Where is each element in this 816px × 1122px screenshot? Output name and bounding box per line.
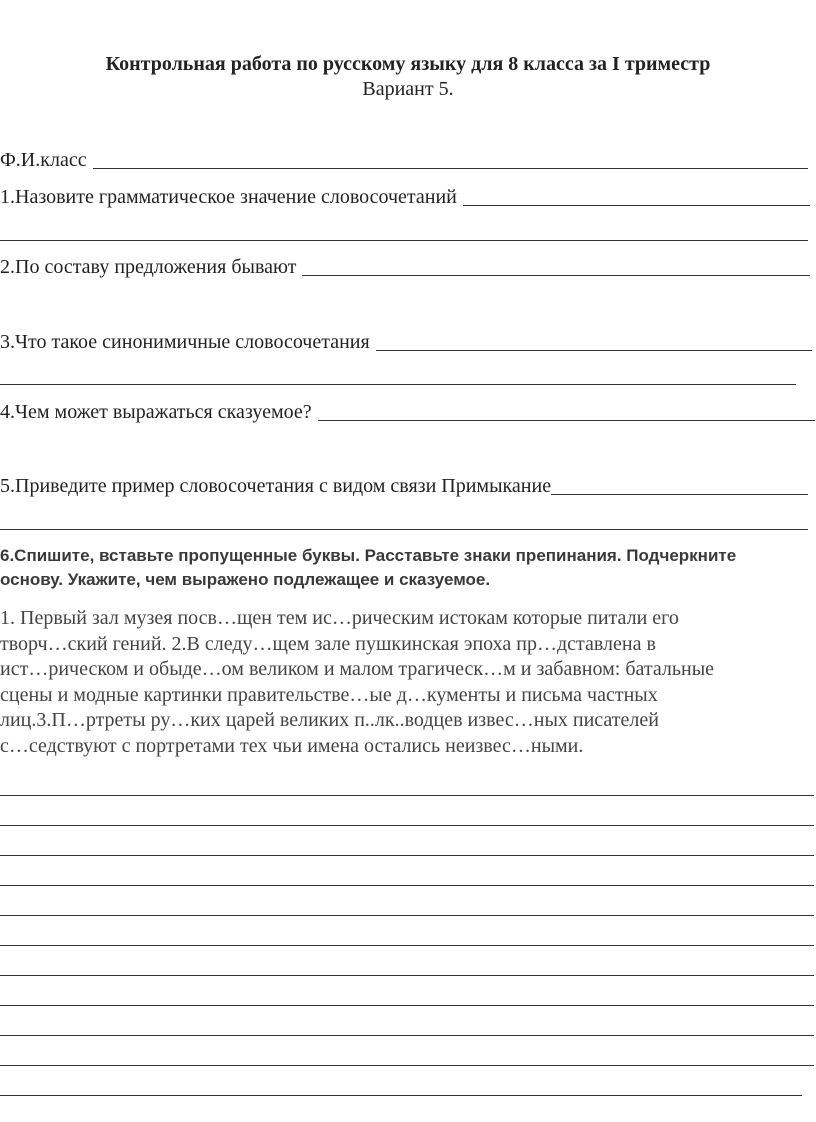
question-4[interactable]	[0, 400, 815, 424]
question-2[interactable]	[0, 255, 810, 279]
question-4-label: 4.Чем может выражаться сказуемое?	[0, 401, 312, 423]
exercise-text	[0, 606, 780, 759]
name-class-field[interactable]	[0, 148, 808, 172]
question-1[interactable]	[0, 185, 810, 209]
question-1-label: 1.Назовите грамматическое значение словосочетаний	[0, 186, 457, 208]
task-6-instruction-line: 6.Спишите, вставьте пропущенные буквы. Расставьте знаки препинания. Подчеркните	[0, 546, 737, 565]
writing-line[interactable]	[0, 1095, 802, 1096]
variant-label: Вариант 5.	[362, 78, 454, 100]
answer-line[interactable]	[0, 240, 808, 241]
exercise-line: ист…рическом и обыде…ом великом и малом трагическ…м и забавном: батальные	[0, 658, 715, 680]
answer-line[interactable]	[0, 384, 796, 385]
question-2-label: 2.По составу предложения бывают	[0, 256, 297, 278]
answer-line[interactable]	[0, 529, 808, 530]
writing-line[interactable]	[0, 1035, 814, 1036]
answer-blank[interactable]	[302, 274, 810, 276]
answer-blank[interactable]	[318, 419, 815, 421]
exercise-line: творч…ский гений. 2.В следу…щем зале пушкинская эпоха пр…дставлена в	[0, 632, 656, 655]
writing-line[interactable]	[0, 885, 814, 886]
exercise-line: 1. Первый зал музея посв…щен тем ис…рическим истокам которые питали его	[0, 607, 679, 629]
writing-line[interactable]	[0, 1005, 814, 1006]
answer-blank[interactable]	[463, 204, 810, 206]
answer-blank[interactable]	[376, 349, 812, 351]
exercise-line: лиц.3.П…ртреты ру…ких царей великих п..лк..водцев извес…ных писателей	[0, 709, 659, 731]
writing-line[interactable]	[0, 1065, 814, 1066]
exercise-line: с…седствуют с портретами тех чьи имена остались неизвес…ными.	[0, 734, 584, 757]
writing-line[interactable]	[0, 915, 814, 916]
writing-line[interactable]	[0, 975, 814, 976]
name-class-label: Ф.И.класс	[0, 149, 87, 171]
answer-blank[interactable]	[93, 167, 808, 169]
writing-line[interactable]	[0, 825, 814, 826]
question-3[interactable]	[0, 330, 812, 354]
writing-line[interactable]	[0, 795, 814, 796]
writing-line[interactable]	[0, 855, 814, 856]
question-3-label: 3.Что такое синонимичные словосочетания	[0, 331, 370, 353]
exercise-line: сцены и модные картинки правительстве…ые д…кументы и письма частных	[0, 683, 658, 706]
task-6-instruction-line: основу. Укажите, чем выражено подлежащее и сказуемое.	[0, 570, 491, 589]
page-title: Контрольная работа по русскому языку для 8 класса за I триместр	[105, 53, 711, 75]
answer-blank[interactable]	[551, 493, 808, 495]
question-5-label: 5.Приведите пример словосочетания с видом связи Примыкание	[0, 475, 552, 497]
task-6-instruction	[0, 544, 812, 592]
question-5[interactable]	[0, 474, 808, 498]
writing-line[interactable]	[0, 945, 814, 946]
